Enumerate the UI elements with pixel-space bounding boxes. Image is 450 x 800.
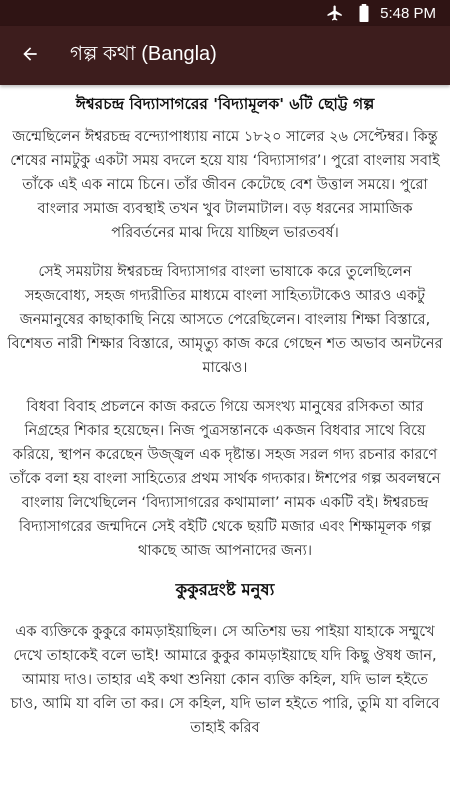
article-paragraph: সেই সময়টায় ঈশ্বরচন্দ্র বিদ্যাসাগর বাংলা ভাষাকে করে তুলেছিলেন সহজবোধ্য, সহজ গদ্যরীতির মাধ্যমে বাংলা সাহিত্যটাকেও আরও একটু জনমানুষের কাছাকাছি নিয়ে আসতে পেরেছিলেন। বাংলায় শিক্ষা বিস্তারে, বিশেষত নারী শিক্ষার বিস্তারে, আমৃত্যু কাজ করে গেছেন শত অভাব অনটনের মাঝেও। (7, 264, 443, 376)
back-button[interactable] (0, 26, 60, 85)
story-paragraph: এক ব্যক্তিকে কুকুরে কামড়াইয়াছিল। সে অতিশয় ভয় পাইয়া যাহাকে সম্মুখে দেখে তাহাকেই বলে ভাই! আমারে কুকুর কামড়াইয়াছে যদি কিছু ঔষধ জান, আমায় দাও। তাহার এই কথা শুনিয়া কোন ব্যক্তি কহিল, যদি ভাল হইতে চাও, আমি যা বলি তা কর। সে কহিল, যদি ভাল হইতে পারি, তুমি যা বলিবে তাহাই করিব (10, 624, 440, 736)
article-title: ঈশ্বরচন্দ্র বিদ্যাসাগরের 'বিদ্যামূলক' ৬টি ছোট্ট গল্প (75, 95, 375, 113)
airplane-icon (326, 4, 344, 22)
article-content[interactable] (0, 85, 450, 800)
app-title: গল্প কথা (Bangla) (70, 43, 217, 65)
status-time: 5:48 PM (380, 4, 436, 22)
battery-icon (358, 4, 370, 22)
article-paragraph: জন্মেছিলেন ঈশ্বরচন্দ্র বন্দ্যোপাধ্যায় নামে ১৮২০ সালের ২৬ সেপ্টেম্বর। কিন্তু শেষের নামটুকু একটা সময় বদলে হয়ে যায় ‘বিদ্যাসাগর’। পুরো বাংলায় সবাই তাঁকে এই এক নামে চিনে। তাঁর জীবন কেটেছে বেশ উত্তাল সময়ে। পুরো বাংলার সমাজ ব্যবস্থাই তখন খুব টালমাটাল। বড় ধরনের সামাজিক পরিবর্তনের মাঝ দিয়ে যাচ্ছিল ভারতবর্ষ। (10, 129, 440, 241)
story-title: কুকুরদ্রংষ্ট মনুষ্য (175, 580, 275, 599)
article-paragraph: বিধবা বিবাহ প্রচলনে কাজ করতে গিয়ে অসংখ্য মানুষের রসিকতা আর নিগ্রহের শিকার হয়েছেন। নিজ পুত্রসন্তানকে একজন বিধবার সাথে বিয়ে করিয়ে, স্থাপন করেছেন উজ্জ্বল এক দৃষ্টান্ত। সহজ সরল গদ্য রচনার কারণে তাঁকে বলা হয় বাংলা সাহিত্যের প্রথম সার্থক গদ্যকার। ঈশপের গল্প অবলম্বনে বাংলায় লিখেছিলেন ‘বিদ্যাসাগরের কথামালা’ নামক একটি বই। ঈশ্বরচন্দ্র বিদ্যাসাগরের জন্মদিনে সেই বইটি থেকে ছয়টি মজার এবং শিক্ষামূলক গল্প থাকছে আজ আপনাদের জন্য। (9, 399, 441, 559)
status-bar (0, 0, 450, 26)
arrow-left-icon (20, 44, 40, 68)
app-bar (0, 26, 450, 85)
